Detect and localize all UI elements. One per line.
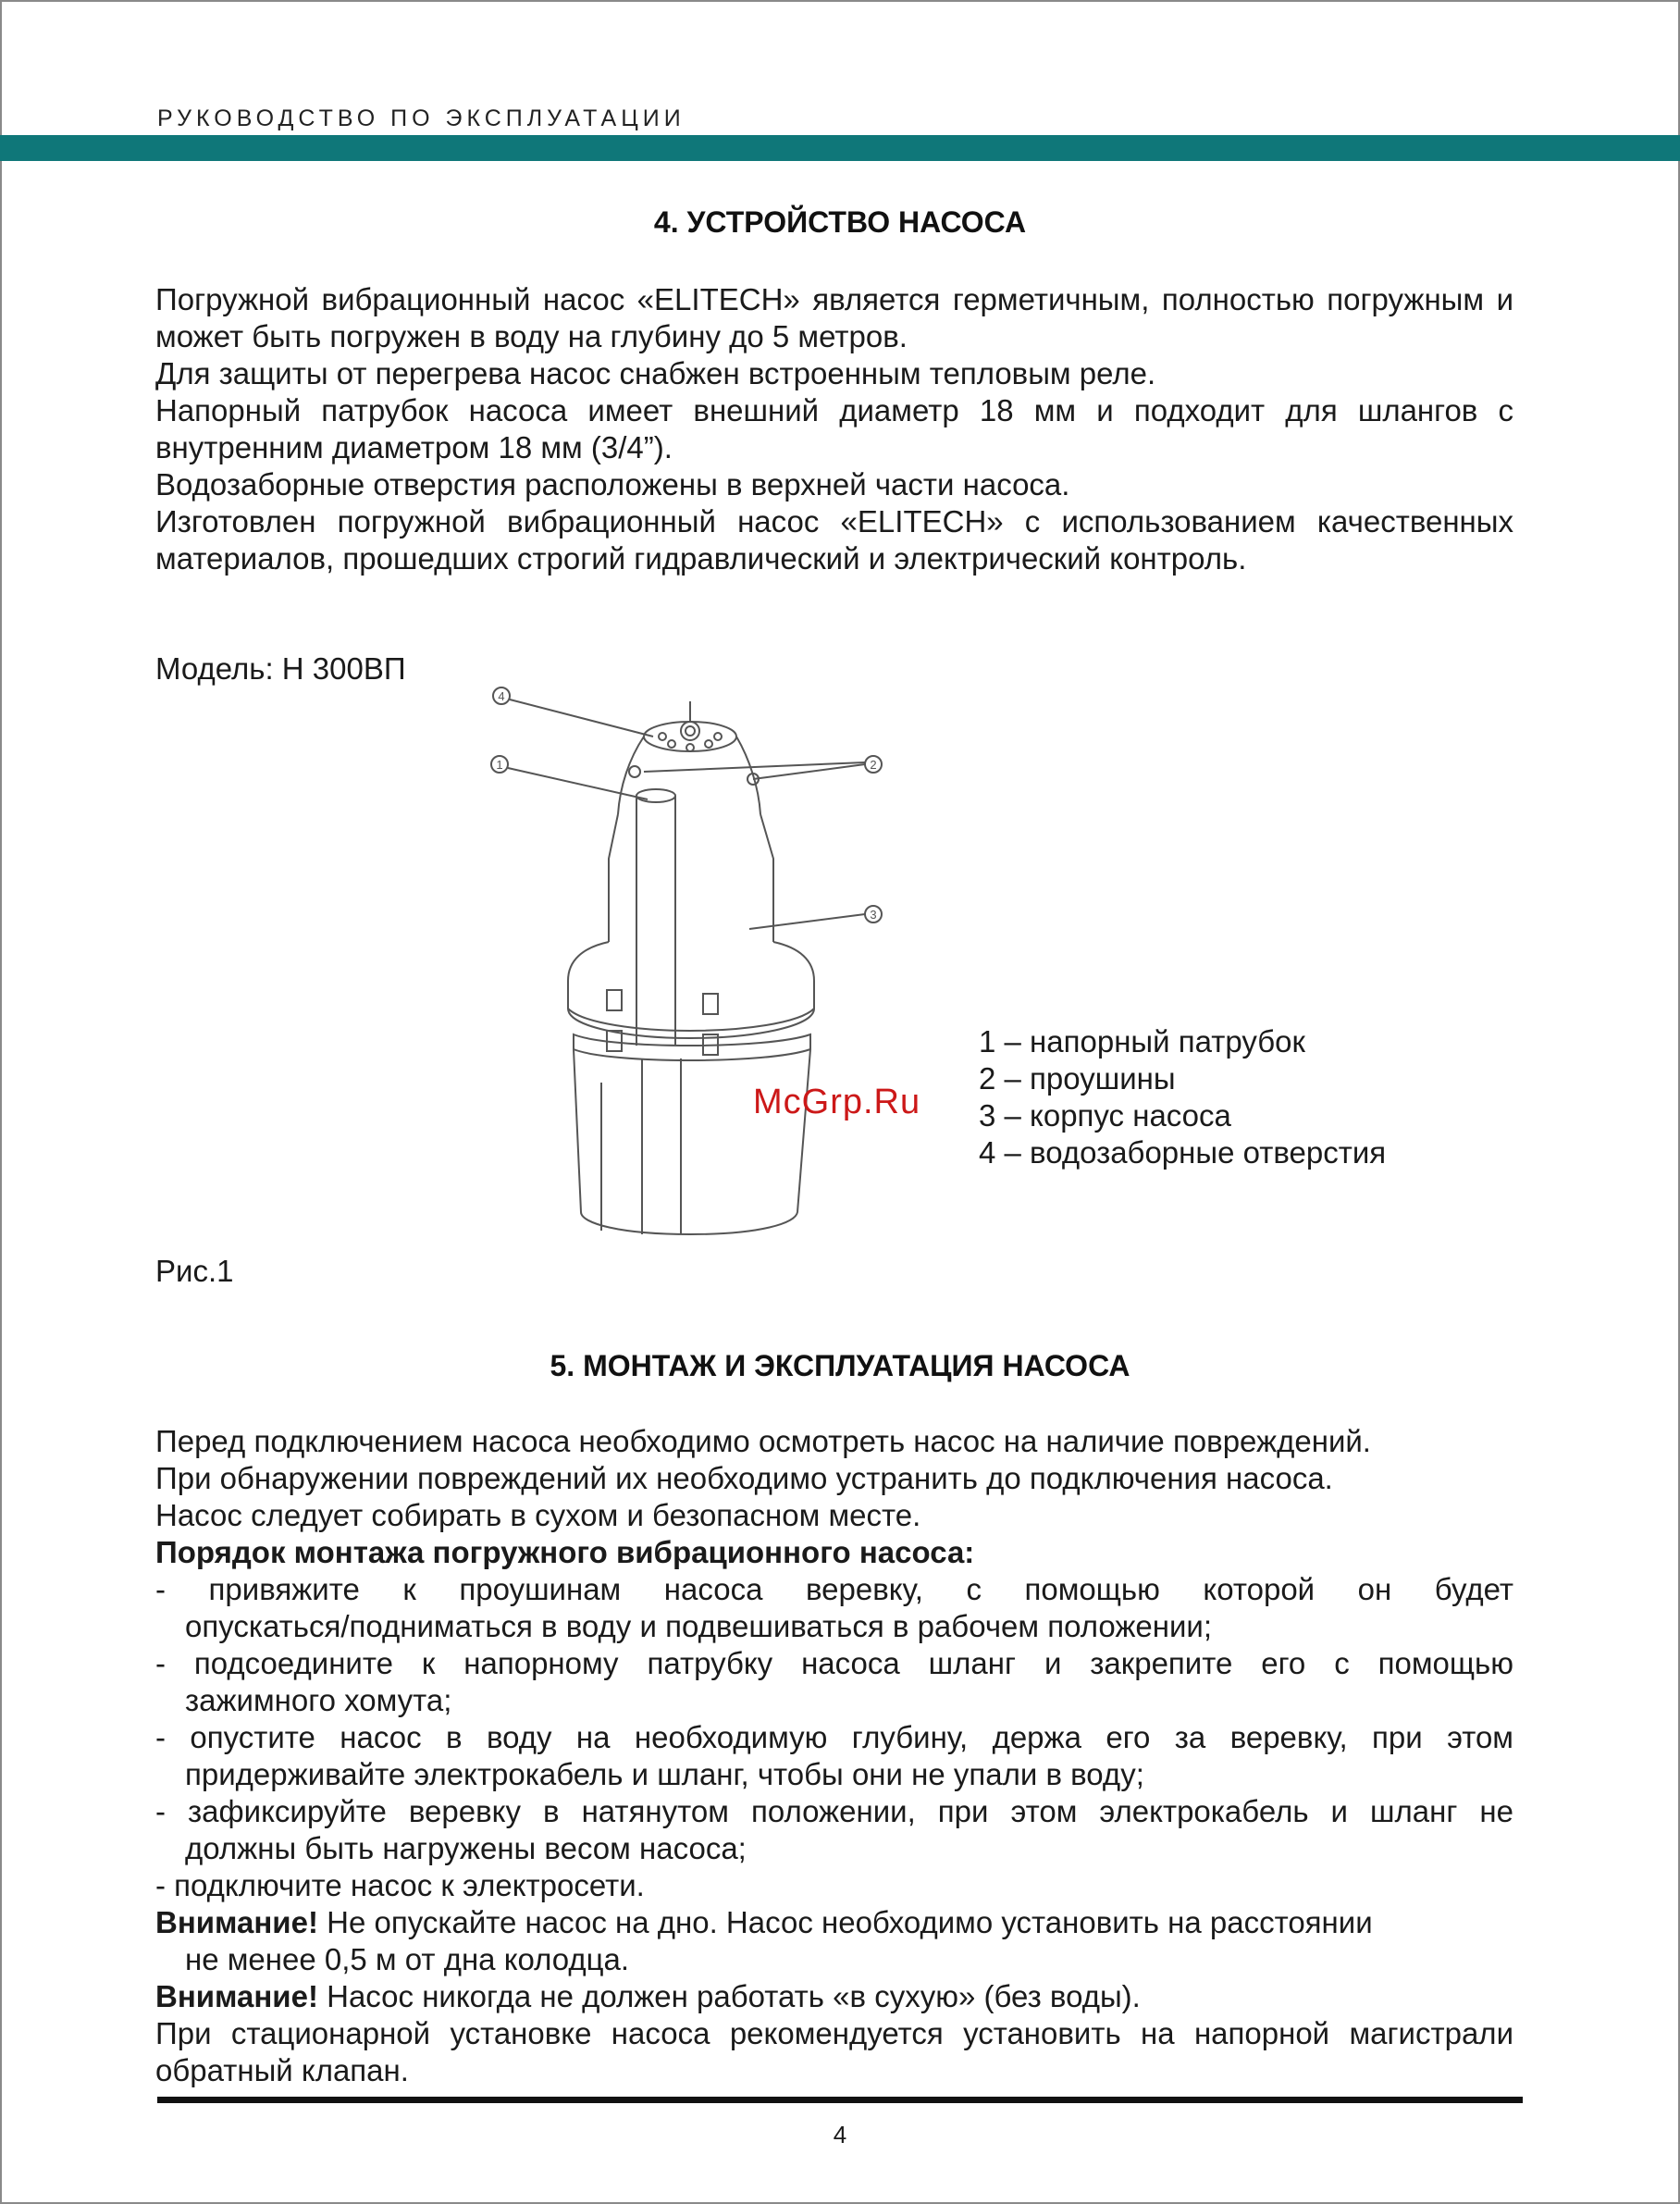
svg-text:4: 4 [498, 689, 505, 703]
callout-3 [749, 906, 882, 929]
header-band [0, 135, 1680, 161]
step-1-first: - привяжите к проушинам насоса веревку, с помощью которой он будет [155, 1572, 1513, 1606]
warning-2-label: Внимание! [155, 1979, 318, 2013]
section-5-title: 5. МОНТАЖ И ЭКСПЛУАТАЦИЯ НАСОСА [550, 1349, 1130, 1382]
intro-line: При обнаружении повреждений их необходимо устранить до подключения насоса. [155, 1461, 1333, 1495]
intro-line: Перед подключением насоса необходимо осмотреть насос на наличие повреждений. [155, 1424, 1371, 1458]
step-2-rest: зажимного хомута; [185, 1683, 452, 1717]
warning-1-label: Внимание! [155, 1905, 318, 1939]
section-4-title: 4. УСТРОЙСТВО НАСОСА [653, 205, 1027, 239]
warning-1-rest: не менее 0,5 м от дна колодца. [185, 1942, 630, 1976]
warning-1-text: Не опускайте насос на дно. Насос необходимо установить на расстоянии [317, 1905, 1373, 1939]
model-label: Модель: Н 300ВП [155, 651, 406, 686]
paragraph-thermal-relay: Для защиты от перегрева насос снабжен встроенным тепловым реле. [155, 356, 1156, 390]
svg-text:1: 1 [496, 758, 503, 772]
paragraph-outlet: Напорный патрубок насоса имеет внешний диаметр 18 мм и подходит для шлангов с внутренним диаметром 18 мм (3/4”). [155, 393, 1513, 464]
page-number: 4 [833, 2121, 847, 2148]
step-4-rest: должны быть нагружены весом насоса; [185, 1831, 747, 1865]
footer-rule [157, 2097, 1523, 2103]
figure-legend [979, 1023, 1386, 1171]
watermark: McGrp.Ru [753, 1083, 921, 1121]
warning-1 [155, 1904, 1513, 1941]
section-4-body [155, 281, 1513, 577]
step-1-rest: опускаться/подниматься в воду и подвешиваться в рабочем положении; [185, 1609, 1213, 1643]
legend-item: 1 – напорный патрубок [979, 1024, 1305, 1059]
running-header: РУКОВОДСТВО ПО ЭКСПЛУАТАЦИИ [157, 105, 686, 131]
paragraph-depth: Погружной вибрационный насос «ELITECH» является герметичным, полностью погружным и может быть погружен в воду на глубину до 5 метров. [155, 282, 1513, 353]
legend-item: 3 – корпус насоса [979, 1098, 1231, 1133]
callout-2 [644, 756, 882, 779]
svg-text:2: 2 [870, 758, 877, 772]
intro-line: Насос следует собирать в сухом и безопасном месте. [155, 1498, 921, 1532]
procedure-heading: Порядок монтажа погружного вибрационного насоса: [155, 1535, 975, 1569]
svg-text:3: 3 [870, 908, 877, 922]
figure-caption: Рис.1 [155, 1254, 234, 1288]
callout-4 [493, 687, 653, 737]
warning-2 [155, 1978, 1513, 2015]
section-5-body [155, 1423, 1513, 2089]
step-3-rest: придерживайте электрокабель и шланг, чтобы они не упали в воду; [185, 1757, 1144, 1791]
step-5: - подключите насос к электросети. [155, 1868, 645, 1902]
paragraph-quality: Изготовлен погружной вибрационный насос «ELITECH» с использованием качественных материалов, прошедших строгий гидравлический и электрический контроль. [155, 504, 1513, 576]
step-3-first: - опустите насос в воду на необходимую глубину, держа его за веревку, при этом [155, 1720, 1513, 1754]
step-2-first: - подсоедините к напорному патрубку насоса шланг и закрепите его с помощью [155, 1646, 1513, 1680]
paragraph-intake: Водозаборные отверстия расположены в верхней части насоса. [155, 467, 1070, 501]
pump-diagram [472, 675, 916, 1286]
legend-item: 4 – водозаборные отверстия [979, 1135, 1387, 1170]
warning-2-text: Насос никогда не должен работать «в сухую» (без воды). [317, 1979, 1141, 2013]
closing-paragraph: При стационарной установке насоса рекомендуется установить на напорной магистрали обратный клапан. [155, 2016, 1513, 2087]
step-4-first: - зафиксируйте веревку в натянутом положении, при этом электрокабель и шланг не [155, 1794, 1513, 1828]
legend-item: 2 – проушины [979, 1061, 1176, 1096]
